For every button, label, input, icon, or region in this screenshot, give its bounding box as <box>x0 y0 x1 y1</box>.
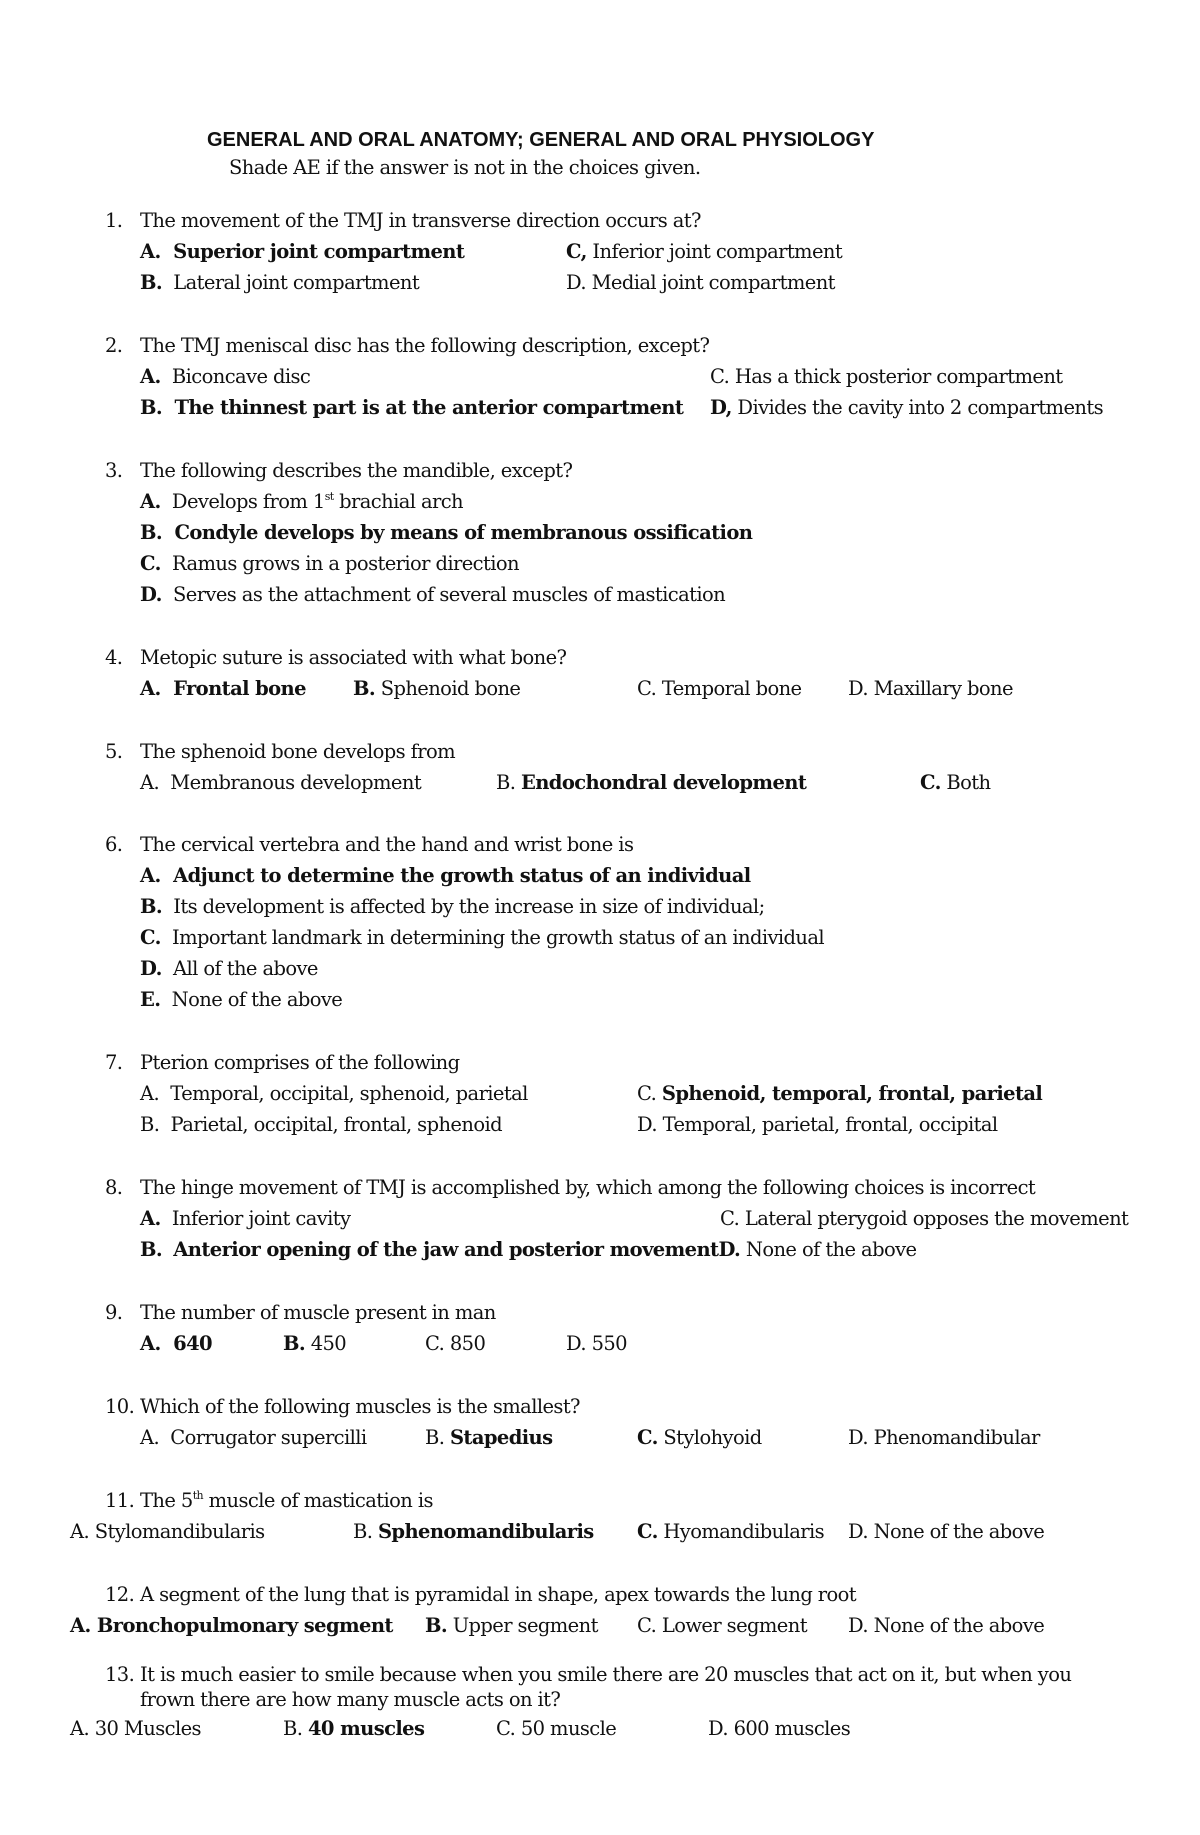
choice-text: 50 muscle <box>520 1717 617 1740</box>
question-stem: The following describes the mandible, except? <box>140 459 573 482</box>
choice-b-d-line <box>140 1238 916 1262</box>
choice-letter: D. <box>566 271 586 294</box>
question-number: 5. <box>105 740 123 763</box>
choice-letter: D. <box>848 1520 868 1543</box>
choice-letter: B. <box>353 677 376 700</box>
choice-b <box>283 1717 424 1741</box>
choice-letter: D. <box>637 1113 657 1136</box>
choice-letter: A. <box>70 1717 90 1740</box>
choice-letter: A. <box>140 1082 160 1105</box>
choice-letter: B. <box>425 1614 448 1637</box>
choice-c <box>140 552 519 576</box>
question-stem: Which of the following muscles is the smallest? <box>140 1395 580 1418</box>
question-stem: Metopic suture is associated with what bone? <box>140 646 567 669</box>
choice-c <box>720 1207 1128 1231</box>
choice-letter: C. <box>720 1207 740 1230</box>
choice-text: Stapedius <box>449 1426 553 1449</box>
choice-text: Has a thick posterior compartment <box>734 365 1063 388</box>
choice-text: Frontal bone <box>173 677 306 700</box>
choice-a <box>140 677 306 701</box>
ordinal-suffix: th <box>192 1489 204 1502</box>
choice-d <box>848 1426 1040 1450</box>
question-stem: The cervical vertebra and the hand and wrist bone is <box>140 833 634 856</box>
question-stem <box>140 1489 433 1513</box>
choice-text: Inferior joint compartment <box>592 240 843 263</box>
choice-a <box>140 365 310 389</box>
question-stem-line2: frown there are how many muscle acts on it? <box>140 1688 561 1711</box>
choice-c <box>140 926 824 950</box>
choice-letter: D, <box>710 396 732 419</box>
choice-text: Lateral joint compartment <box>173 271 420 294</box>
choice-a <box>140 1426 367 1450</box>
choice-text: 450 <box>310 1332 347 1355</box>
choice-letter: A. <box>70 1520 90 1543</box>
question-stem: The hinge movement of TMJ is accomplished by, which among the following choices is incorrect <box>140 1176 1036 1199</box>
choice-letter: A. <box>140 240 161 263</box>
choice-letter: A. <box>140 771 160 794</box>
question-number: 12. <box>105 1583 135 1606</box>
choice-a <box>140 490 463 514</box>
question-stem: The movement of the TMJ in transverse direction occurs at? <box>140 209 701 232</box>
question-number: 4. <box>105 646 123 669</box>
choice-letter: C, <box>566 240 587 263</box>
question-number: 1. <box>105 209 123 232</box>
choice-letter: B. <box>140 396 163 419</box>
choice-letter: C. <box>425 1332 445 1355</box>
choice-letter: A. <box>140 1207 161 1230</box>
choice-text: Divides the cavity into 2 compartments <box>737 396 1103 419</box>
choice-b <box>353 677 520 701</box>
choice-text: 40 muscles <box>307 1717 425 1740</box>
choice-d <box>848 677 1013 701</box>
page-title: GENERAL AND ORAL ANATOMY; GENERAL AND ORAL PHYSIOLOGY <box>207 129 875 151</box>
choice-letter: D. <box>848 1426 868 1449</box>
choice-b <box>283 1332 346 1356</box>
question-stem: The sphenoid bone develops from <box>140 740 456 763</box>
choice-a <box>140 240 464 264</box>
choice-text: Superior joint compartment <box>173 240 465 263</box>
question-number: 2. <box>105 334 123 357</box>
choice-text: Lateral pterygoid opposes the movement <box>744 1207 1129 1230</box>
choice-letter: A. <box>140 1426 160 1449</box>
choice-text: Develops from 1 <box>171 490 325 513</box>
choice-letter: C. <box>637 1082 657 1105</box>
choice-text: Maxillary bone <box>873 677 1013 700</box>
choice-b <box>140 396 683 420</box>
choice-letter: D. <box>848 1614 868 1637</box>
question-number: 6. <box>105 833 123 856</box>
choice-b <box>425 1614 598 1638</box>
choice-letter: E. <box>140 988 161 1011</box>
question-stem: The number of muscle present in man <box>140 1301 496 1324</box>
choice-d <box>848 1520 1044 1544</box>
choice-c <box>637 677 802 701</box>
choice-text: Biconcave disc <box>171 365 311 388</box>
choice-d <box>140 583 725 607</box>
choice-text: Serves as the attachment of several muscles of mastication <box>173 583 726 606</box>
choice-c <box>637 1082 1042 1106</box>
ordinal-suffix: st <box>324 490 334 503</box>
choice-letter: C. <box>140 926 161 949</box>
choice-letter: C. <box>140 552 161 575</box>
choice-letter: B. <box>353 1520 373 1543</box>
instruction-text: Shade AE if the answer is not in the choices given. <box>229 156 701 179</box>
choice-a <box>140 1332 212 1356</box>
question-stem: Pterion comprises of the following <box>140 1051 460 1074</box>
choice-text: Hyomandibularis <box>663 1520 825 1543</box>
choice-letter: D. <box>718 1238 741 1261</box>
choice-letter: C. <box>496 1717 516 1740</box>
choice-c <box>425 1332 485 1356</box>
choice-text: Its development is affected by the increase in size of individual; <box>173 895 765 918</box>
question-number: 8. <box>105 1176 123 1199</box>
choice-text: Bronchopulmonary segment <box>96 1614 393 1637</box>
choice-text-tail: brachial arch <box>333 490 464 513</box>
choice-text: None of the above <box>171 988 343 1011</box>
choice-letter: B. <box>425 1426 445 1449</box>
choice-text: Corrugator supercilli <box>170 1426 367 1449</box>
choice-text: None of the above <box>873 1614 1045 1637</box>
choice-letter: B. <box>496 771 516 794</box>
choice-d <box>708 1717 850 1741</box>
choice-a <box>140 1082 528 1106</box>
choice-letter: A. <box>140 490 161 513</box>
choice-text: 600 muscles <box>733 1717 851 1740</box>
choice-text: Adjunct to determine the growth status of an individual <box>173 864 751 887</box>
choice-text: Upper segment <box>452 1614 598 1637</box>
choice-letter: B. <box>283 1332 306 1355</box>
choice-text: Temporal, parietal, frontal, occipital <box>662 1113 998 1136</box>
choice-letter: A. <box>140 677 161 700</box>
choice-text: None of the above <box>873 1520 1045 1543</box>
choice-text: Ramus grows in a posterior direction <box>171 552 519 575</box>
choice-text: Important landmark in determining the growth status of an individual <box>171 926 825 949</box>
question-number: 10. <box>105 1395 135 1418</box>
stem-text: The 5 <box>140 1489 193 1512</box>
choice-letter: D. <box>140 583 162 606</box>
choice-text: Membranous development <box>170 771 422 794</box>
choice-a <box>140 771 421 795</box>
choice-letter: B. <box>140 1238 163 1261</box>
question-number: 3. <box>105 459 123 482</box>
choice-b <box>425 1426 553 1450</box>
choice-a <box>70 1717 201 1741</box>
choice-d <box>848 1614 1044 1638</box>
choice-text: Endochondral development <box>520 771 807 794</box>
choice-letter: C. <box>920 771 941 794</box>
choice-text: Stylohyoid <box>663 1426 762 1449</box>
choice-a <box>140 864 751 888</box>
question-number: 13. <box>105 1663 135 1686</box>
choice-text: Both <box>946 771 991 794</box>
choice-text: The thinnest part is at the anterior compartment <box>174 396 684 419</box>
choice-text: 30 Muscles <box>94 1717 201 1740</box>
choice-c <box>710 365 1063 389</box>
choice-b <box>353 1520 594 1544</box>
choice-text: Phenomandibular <box>873 1426 1040 1449</box>
question-number: 9. <box>105 1301 123 1324</box>
choice-text: Anterior opening of the jaw and posterior movement <box>173 1238 719 1261</box>
choice-text: Temporal bone <box>661 677 802 700</box>
choice-d <box>637 1113 998 1137</box>
choice-letter: D. <box>708 1717 728 1740</box>
choice-b <box>496 771 806 795</box>
choice-text: All of the above <box>173 957 318 980</box>
choice-letter: A. <box>140 365 161 388</box>
choice-d <box>140 957 318 981</box>
choice-c <box>637 1614 807 1638</box>
choice-a <box>70 1614 393 1638</box>
choice-c <box>566 240 842 264</box>
choice-letter: B. <box>140 271 163 294</box>
choice-letter: C. <box>637 1520 658 1543</box>
choice-letter: C. <box>637 1614 657 1637</box>
choice-b <box>140 271 419 295</box>
choice-letter: B. <box>140 521 163 544</box>
choice-text: None of the above <box>745 1238 917 1261</box>
stem-text-tail: muscle of mastication is <box>203 1489 433 1512</box>
choice-letter: D. <box>848 677 868 700</box>
choice-text: Sphenomandibularis <box>377 1520 594 1543</box>
choice-c <box>637 1520 824 1544</box>
choice-text: 550 <box>591 1332 627 1355</box>
choice-d <box>710 396 1103 420</box>
choice-b <box>140 521 752 545</box>
choice-letter: A. <box>140 864 161 887</box>
choice-letter: B. <box>140 1113 160 1136</box>
choice-text: Medial joint compartment <box>591 271 835 294</box>
choice-letter: C. <box>637 1426 658 1449</box>
choice-a <box>70 1520 265 1544</box>
question-stem: A segment of the lung that is pyramidal in shape, apex towards the lung root <box>140 1583 857 1606</box>
choice-text: Inferior joint cavity <box>171 1207 351 1230</box>
choice-c <box>920 771 990 795</box>
choice-b <box>140 1113 502 1137</box>
choice-text: 640 <box>173 1332 213 1355</box>
choice-letter: B. <box>140 895 163 918</box>
choice-letter: C. <box>710 365 730 388</box>
choice-text: Temporal, occipital, sphenoid, parietal <box>170 1082 528 1105</box>
choice-letter: A. <box>70 1614 91 1637</box>
choice-text: 850 <box>449 1332 486 1355</box>
choice-text: Sphenoid bone <box>380 677 521 700</box>
choice-c <box>637 1426 762 1450</box>
choice-text: Parietal, occipital, frontal, sphenoid <box>170 1113 502 1136</box>
choice-letter: D. <box>566 1332 586 1355</box>
choice-text: Sphenoid, temporal, frontal, parietal <box>661 1082 1043 1105</box>
choice-text: Condyle develops by means of membranous ossification <box>174 521 753 544</box>
choice-letter: B. <box>283 1717 303 1740</box>
choice-letter: C. <box>637 677 657 700</box>
choice-d <box>566 1332 627 1356</box>
choice-a <box>140 1207 350 1231</box>
question-stem: The TMJ meniscal disc has the following description, except? <box>140 334 710 357</box>
choice-e <box>140 988 342 1012</box>
choice-letter: A. <box>140 1332 161 1355</box>
question-number: 11. <box>105 1489 135 1512</box>
choice-text: Stylomandibularis <box>94 1520 265 1543</box>
choice-c <box>496 1717 616 1741</box>
question-number: 7. <box>105 1051 123 1074</box>
question-stem-line1: It is much easier to smile because when you smile there are 20 muscles that act on it, but when you <box>140 1663 1072 1686</box>
choice-d <box>566 271 835 295</box>
choice-text: Lower segment <box>661 1614 807 1637</box>
choice-b <box>140 895 765 919</box>
choice-letter: D. <box>140 957 162 980</box>
